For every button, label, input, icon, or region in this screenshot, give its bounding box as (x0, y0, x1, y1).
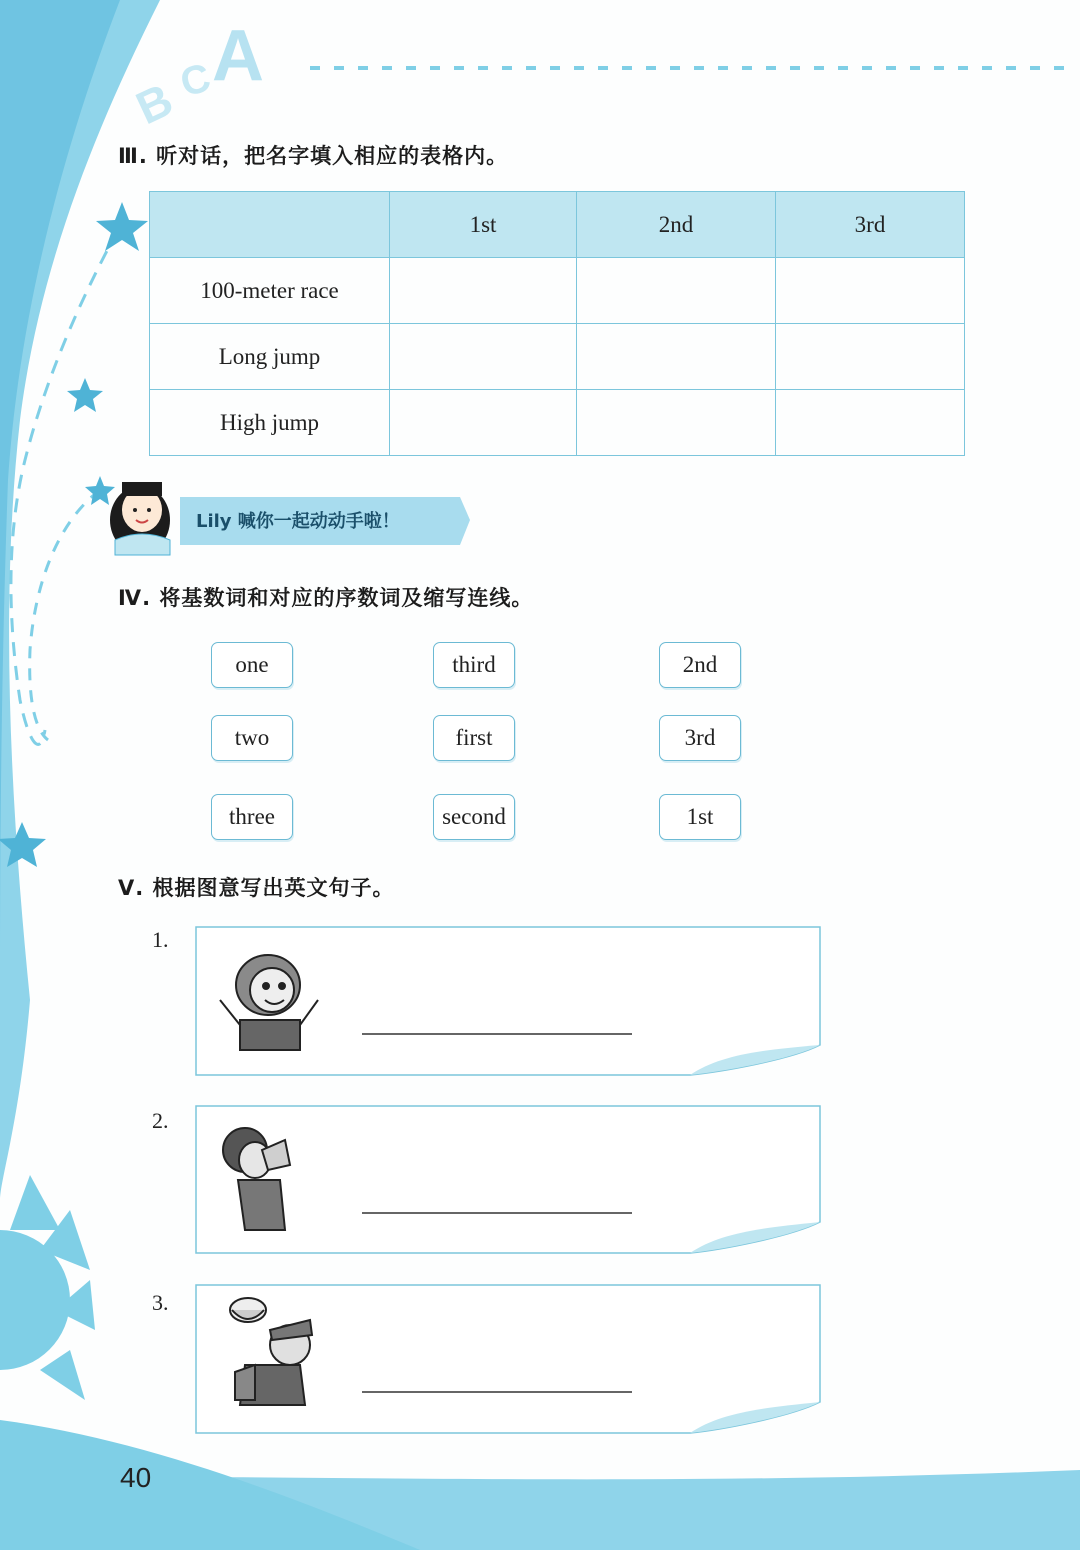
word-box-third[interactable]: third (433, 642, 515, 688)
table-row (150, 258, 965, 324)
table-header-cell: 2nd (577, 192, 776, 258)
word-box-one[interactable]: one (211, 642, 293, 688)
word-box-1st[interactable]: 1st (659, 794, 741, 840)
decor-letter-a: A (212, 16, 264, 96)
word-box-second[interactable]: second (433, 794, 515, 840)
answer-cell[interactable] (776, 258, 965, 324)
decor-letter-b: B (128, 72, 181, 135)
word-box-three[interactable]: three (211, 794, 293, 840)
answer-cell[interactable] (577, 258, 776, 324)
question-number-2: 2. (152, 1108, 169, 1133)
answer-cell[interactable] (776, 390, 965, 456)
table-header-cell (150, 192, 390, 258)
answer-cell[interactable] (577, 390, 776, 456)
results-table (149, 191, 965, 456)
question-number-3: 3. (152, 1290, 169, 1315)
section5-heading: Ⅴ. 根据图意写出英文句子。 (118, 876, 395, 900)
table-header-row (150, 192, 965, 258)
word-box-first[interactable]: first (433, 715, 515, 761)
answer-cell[interactable] (390, 258, 577, 324)
word-box-2nd[interactable]: 2nd (659, 642, 741, 688)
table-header-cell: 1st (390, 192, 577, 258)
question-number-1: 1. (152, 927, 169, 952)
table-row (150, 390, 965, 456)
lily-avatar (110, 482, 170, 555)
answer-cell[interactable] (390, 324, 577, 390)
answer-cell[interactable] (577, 324, 776, 390)
decor-letter-c: C (175, 55, 216, 106)
section3-heading: Ⅲ. 听对话，把名字填入相应的表格内。 (118, 144, 509, 168)
lily-banner: Lily 喊你一起动动手啦！ (196, 511, 400, 532)
section4-heading: Ⅳ. 将基数词和对应的序数词及缩写连线。 (118, 586, 534, 610)
table-row-label: High jump (150, 390, 390, 456)
table-row-label: Long jump (150, 324, 390, 390)
word-box-two[interactable]: two (211, 715, 293, 761)
table-row (150, 324, 965, 390)
page-number: 40 (120, 1462, 152, 1493)
answer-cell[interactable] (390, 390, 577, 456)
answer-cell[interactable] (776, 324, 965, 390)
word-box-3rd[interactable]: 3rd (659, 715, 741, 761)
table-row-label: 100-meter race (150, 258, 390, 324)
table-header-cell: 3rd (776, 192, 965, 258)
